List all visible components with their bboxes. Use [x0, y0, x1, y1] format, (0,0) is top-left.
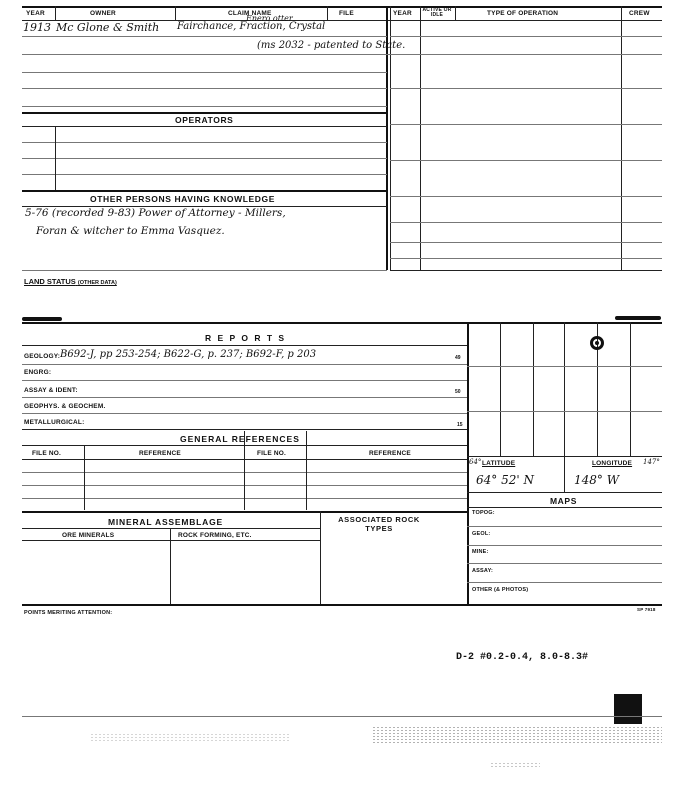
reports-bottom: [22, 429, 467, 430]
grid-col: [500, 322, 501, 456]
row-line-right: [390, 196, 662, 197]
col-sep: [55, 6, 56, 20]
row-line-right: [390, 242, 662, 243]
header-owner: OWNER: [90, 10, 116, 17]
row-line-right: [390, 88, 662, 89]
header-crew: CREW: [629, 10, 650, 17]
land-status-heading: [24, 277, 117, 286]
row-line: [22, 72, 387, 73]
scan-artifact-noise: [490, 762, 540, 768]
lon-suffix: 147°: [643, 458, 660, 466]
reports-section-bottom: [22, 604, 662, 606]
maps-row: [467, 582, 662, 583]
operators-row: [22, 142, 387, 143]
row-line-right-bottom: [390, 270, 662, 271]
row-line-right: [390, 258, 662, 259]
maps-row: [467, 545, 662, 546]
other-persons-heading: OTHER PERSONS HAVING KNOWLEDGE: [90, 194, 276, 204]
operators-heading: OPERATORS: [175, 115, 234, 125]
maps-assay: ASSAY:: [472, 568, 494, 574]
grid-col: [533, 322, 534, 456]
mineral-col-right: [320, 511, 321, 604]
header-type-of-operation: TYPE OF OPERATION: [487, 10, 559, 17]
patent-note: (ms 2032 - patented to State.: [257, 40, 406, 51]
operators-row: [22, 158, 387, 159]
mineral-header-line: [22, 540, 320, 541]
grid-col: [630, 322, 631, 456]
gen-ref-bottom: [22, 511, 467, 513]
general-references-heading: GENERAL REFERENCES: [180, 434, 300, 444]
header-year: YEAR: [26, 10, 45, 17]
ore-minerals-label: ORE MINERALS: [62, 532, 115, 539]
geology-value: B692-J, pp 253-254; B622-G, p. 237; B692-F, p 203: [60, 349, 317, 360]
maps-row: [467, 563, 662, 564]
reports-row: [22, 413, 467, 414]
operators-col: [55, 126, 56, 190]
row-line: [22, 36, 387, 37]
scan-artifact-block: [614, 694, 642, 724]
geology-label: GEOLOGY:: [24, 353, 61, 360]
col-sep-active: [455, 6, 456, 20]
lat-prefix: 64°: [469, 458, 482, 466]
row-line-right: [390, 124, 662, 125]
latlon-divider: [564, 456, 565, 492]
reports-top-border: [22, 322, 662, 324]
maps-topog: TOPOG:: [472, 510, 495, 516]
form-number: SP 7918: [637, 607, 656, 612]
header-active-or-idle: ACTIVE OR IDLE: [422, 7, 452, 18]
maps-heading: MAPS: [550, 496, 577, 506]
latitude-value: 64° 52' N: [476, 473, 534, 487]
associated-rock-types-heading: ASSOCIATED ROCK TYPES: [338, 515, 420, 533]
grid-row: [467, 411, 662, 412]
land-status-title: LAND STATUS: [24, 277, 76, 286]
latitude-label: LATITUDE: [482, 460, 516, 467]
scan-mark: [22, 317, 62, 321]
col-sep: [175, 6, 176, 20]
maps-row: [467, 526, 662, 527]
reports-row: [22, 397, 467, 398]
mineral-assemblage-heading: MINERAL ASSEMBLAGE: [108, 517, 223, 527]
other-persons-bottom: [22, 270, 387, 271]
row-line-right: [390, 36, 662, 37]
maps-line: [467, 507, 662, 508]
mineral-line: [22, 528, 320, 529]
header-file: FILE: [339, 10, 354, 17]
land-status-subtitle: (OTHER DATA): [77, 280, 117, 286]
operators-line: [22, 126, 387, 127]
row-line-right: [390, 222, 662, 223]
scan-artifact-line: [22, 716, 662, 717]
gen-ref-col: [84, 445, 85, 510]
maps-geol: GEOL:: [472, 531, 491, 537]
reports-num-50: 50: [455, 389, 461, 395]
metallurgical-label: METALLURGICAL:: [24, 419, 85, 426]
scan-mark: [615, 316, 661, 320]
grid-row: [467, 366, 662, 367]
other-persons-note-1: 5-76 (recorded 9-83) Power of Attorney - Millers,: [25, 207, 286, 219]
other-persons-top-line: [22, 190, 387, 192]
row-line: [22, 106, 387, 107]
geophys-label: GEOPHYS. & GEOCHEM.: [24, 403, 106, 410]
col-sep-year: [420, 6, 421, 270]
scan-artifact-noise: [372, 726, 662, 744]
gen-ref-file-no-1: FILE NO.: [32, 450, 62, 457]
location-marker-dot: [595, 341, 599, 345]
maps-mine: MINE:: [472, 549, 489, 555]
engrg-label: ENGRG:: [24, 369, 52, 376]
gen-ref-col: [306, 431, 307, 510]
reports-num-49: 49: [455, 355, 461, 361]
operators-row: [22, 174, 387, 175]
assay-label: ASSAY & IDENT:: [24, 387, 78, 394]
mineral-col: [170, 528, 171, 604]
reports-heading: R E P O R T S: [205, 333, 287, 343]
reports-line: [22, 345, 467, 346]
top-border: [22, 6, 662, 8]
row-line: [22, 54, 662, 55]
scan-artifact-noise: [90, 733, 290, 743]
reports-row: [22, 380, 467, 381]
longitude-label: LONGITUDE: [592, 460, 633, 467]
gen-ref-col: [244, 431, 245, 510]
row-line: [22, 88, 387, 89]
header-year-2: YEAR: [393, 10, 412, 17]
col-sep-crew: [621, 6, 622, 270]
other-persons-note-2: Foran & witcher to Emma Vasquez.: [36, 225, 225, 237]
gen-ref-reference-2: REFERENCE: [369, 450, 411, 457]
owner-name: Mc Glone & Smith: [56, 21, 160, 34]
reports-num-15: 15: [457, 422, 463, 428]
grid-col: [564, 322, 565, 456]
header-claim-name: CLAIM NAME: [228, 10, 272, 17]
reports-row: [22, 364, 467, 365]
gen-ref-file-no-2: FILE NO.: [257, 450, 287, 457]
owner-year: 1913: [23, 21, 51, 34]
claim-names: Fairchance, Fraction, Crystal: [177, 21, 326, 32]
latlon-bottom: [467, 492, 662, 493]
col-sep: [327, 6, 328, 20]
row-line-right: [390, 160, 662, 161]
rock-forming-label: ROCK FORMING, ETC.: [178, 532, 252, 539]
gen-ref-reference-1: REFERENCE: [139, 450, 181, 457]
sample-code: D-2 #0.2-0.4, 8.0-8.3#: [456, 652, 589, 663]
longitude-value: 148° W: [574, 473, 620, 487]
operators-top-line: [22, 112, 387, 114]
points-meriting-label: POINTS MERITING ATTENTION:: [24, 610, 113, 616]
claims-above: Enero otter: [246, 14, 293, 23]
maps-other: OTHER (& PHOTOS): [472, 587, 529, 593]
